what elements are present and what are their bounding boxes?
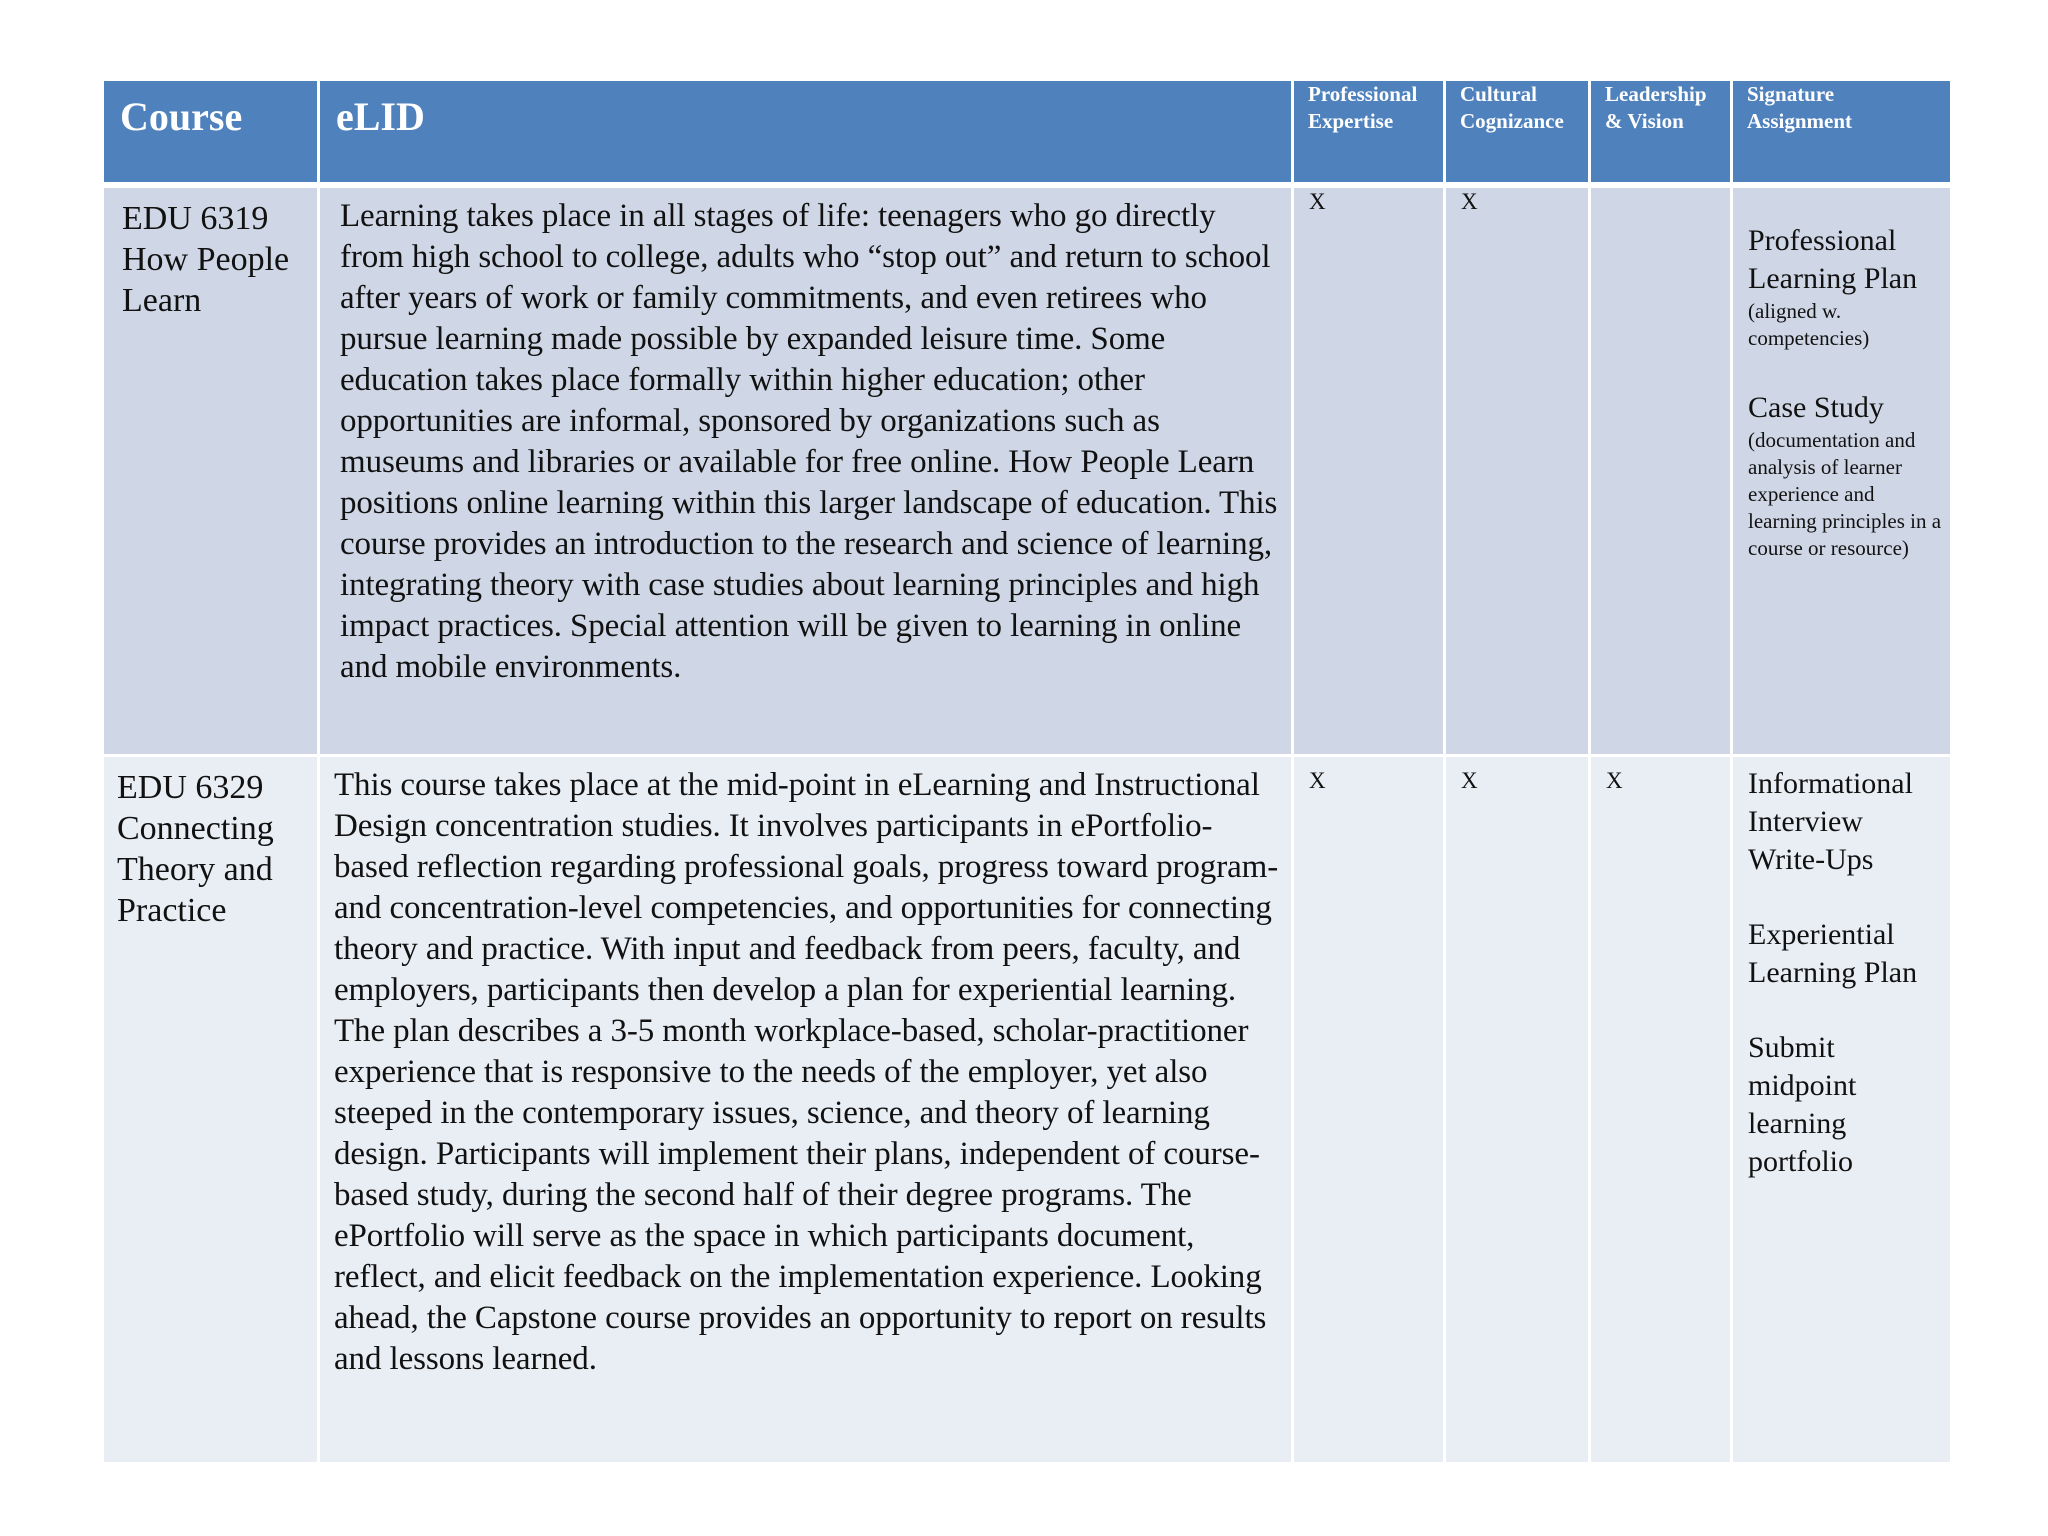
course-table-slide — [104, 81, 1950, 1462]
course-cell — [104, 754, 320, 1462]
header-row — [104, 81, 1950, 182]
course-title-line: Connecting — [117, 810, 274, 847]
cultural-cognizance-cell — [1446, 754, 1591, 1462]
course-description: This course takes place at the mid-point in eLearning and Instructional Design concentration studies. It involves participants in ePortfolio-based reflection regarding professional goals, progress toward program- and concentration-level competencies, and opportunities for connecting theory and practice. With input and feedback from peers, faculty, and employers, participants then develop a plan for experiential learning. The plan describes a 3-5 month workplace-based, scholar-practitioner experience that is responsive to the needs of the employer, yet also steeped in the contemporary issues, science, and theory of learning design. Participants will implement their plans, independent of course-based study, during the second half of their degree programs. The ePortfolio will serve as the space in which participants document, reflect, and elicit feedback on the implementation experience. Looking ahead, the Capstone course provides an opportunity to report on results and lessons learned. — [334, 767, 1279, 1377]
assignment-title: Experiential Learning Plan — [1748, 918, 1918, 989]
professional-expertise-cell — [1294, 182, 1446, 754]
course-title-line: Practice — [117, 892, 227, 929]
competency-mark: X — [1309, 189, 1326, 214]
header-elid: eLID — [320, 81, 1294, 182]
course-title-line: How People — [122, 241, 290, 278]
signature-assignment-cell — [1733, 182, 1950, 754]
header-cultural-cognizance: Cultural Cognizance — [1446, 81, 1591, 182]
course-code: EDU 6329 — [117, 769, 264, 806]
competency-mark: X — [1606, 768, 1623, 793]
assignment-title: Professional Learning Plan — [1748, 224, 1918, 295]
leadership-vision-cell — [1591, 754, 1733, 1462]
header-signature-assignment: Signature Assignment — [1733, 81, 1950, 182]
header-leadership-vision: Leadership & Vision — [1591, 81, 1733, 182]
description-cell — [320, 182, 1294, 754]
assignment-title: Informational Interview Write-Ups — [1748, 767, 1913, 876]
competency-mark: X — [1461, 189, 1478, 214]
table-row — [104, 754, 1950, 1462]
assignment-note: (aligned w. competencies) — [1748, 299, 1870, 350]
course-cell — [104, 182, 320, 754]
description-cell — [320, 754, 1294, 1462]
signature-assignment-cell — [1733, 754, 1950, 1462]
competency-mark: X — [1461, 768, 1478, 793]
competency-mark: X — [1309, 768, 1326, 793]
course-competency-table — [104, 81, 1950, 1462]
table-row — [104, 182, 1950, 754]
course-description: Learning takes place in all stages of life: teenagers who go directly from high school to college, adults who “stop out” and return to school after years of work or family commitments, and even retirees who pursue learning made possible by expanded leisure time. Some education takes place formally within higher education; other opportunities are informal, sponsored by organizations such as museums and libraries or available for free online. How People Learn positions online learning within this larger landscape of education. This course provides an introduction to the research and science of learning, integrating theory with case studies about learning principles and high impact practices. Special attention will be given to learning in online and mobile environments. — [340, 198, 1278, 685]
cultural-cognizance-cell — [1446, 182, 1591, 754]
header-course: Course — [104, 81, 320, 182]
course-code: EDU 6319 — [122, 200, 269, 237]
assignment-note: (documentation and analysis of learner experience and learning principles in a course or resource) — [1748, 428, 1942, 560]
assignment-title: Submit midpoint learning portfolio — [1748, 1031, 1857, 1178]
professional-expertise-cell — [1294, 754, 1446, 1462]
course-title-line: Learn — [122, 282, 202, 319]
assignment-title: Case Study — [1748, 391, 1884, 424]
course-title-line: Theory and — [117, 851, 273, 888]
leadership-vision-cell — [1591, 182, 1733, 754]
header-professional-expertise: Professional Expertise — [1294, 81, 1446, 182]
